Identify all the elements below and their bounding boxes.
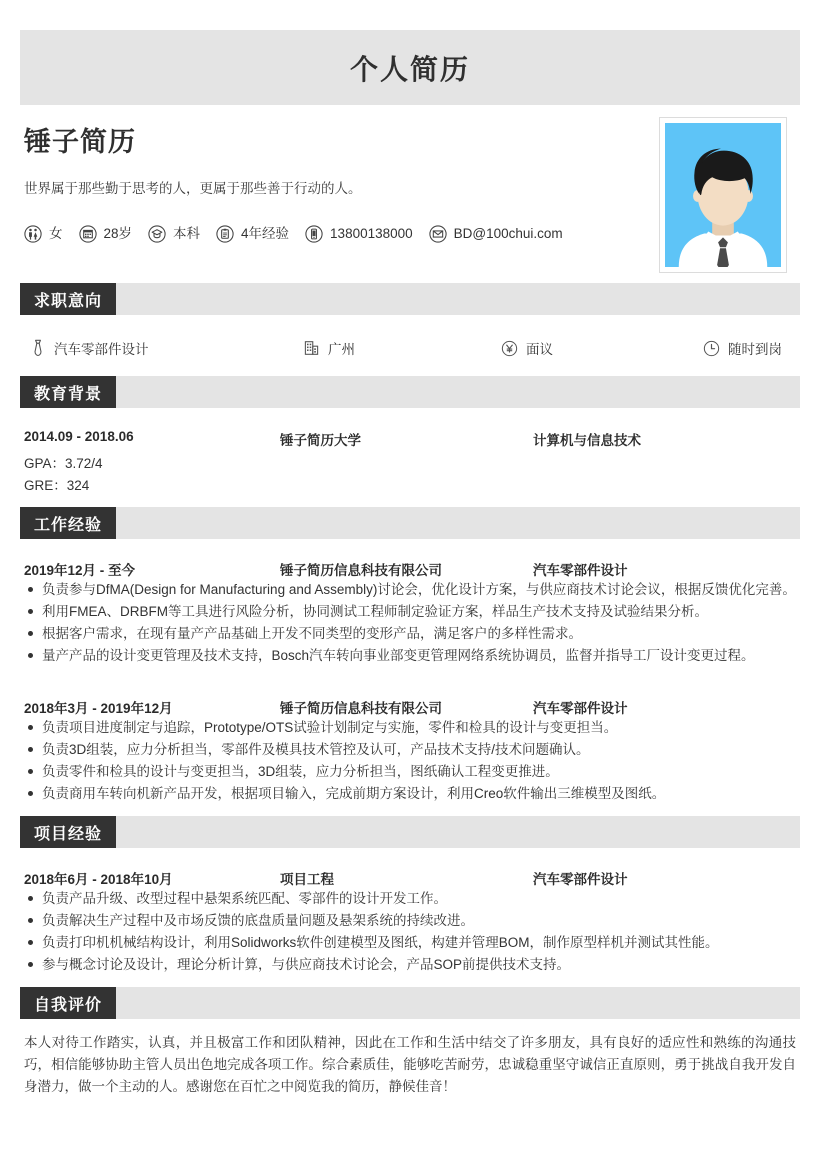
job-intention-row bbox=[0, 338, 820, 358]
job-intention-availability bbox=[703, 338, 782, 358]
fact-degree bbox=[148, 225, 200, 243]
candidate-facts bbox=[24, 225, 644, 243]
tie-icon bbox=[30, 339, 46, 357]
section-header-education bbox=[20, 376, 800, 408]
fact-phone bbox=[305, 225, 413, 243]
list-item: 根据客户需求，在现有量产产品基础上开发不同类型的变形产品，满足客户的多样性需求。 bbox=[24, 623, 796, 644]
list-item: 利用FMEA、DRBFM等工具进行风险分析，协同测试工程师制定验证方案，样品生产技术支持及试验结果分析。 bbox=[24, 601, 796, 622]
list-item: 负责项目进度制定与追踪，Prototype/OTS试验计划制定与实施，零件和检具的设计与变更担当。 bbox=[24, 717, 796, 738]
project-entry-1-bullets bbox=[24, 888, 796, 976]
clock-icon bbox=[703, 340, 720, 357]
education-school: 锤子简历大学 bbox=[280, 433, 361, 448]
clipboard-icon bbox=[216, 225, 234, 243]
section-header-work-experience bbox=[20, 507, 800, 539]
fact-gender bbox=[24, 225, 63, 243]
section-header-job-intention bbox=[20, 283, 800, 315]
job-intention-availability-value: 随时到岗 bbox=[728, 342, 782, 357]
list-item: 负责商用车转向机新产品开发，根据项目输入，完成前期方案设计，利用Creo软件输出三维模型及图纸。 bbox=[24, 783, 796, 804]
job-intention-salary bbox=[501, 338, 553, 358]
list-item: 负责解决生产过程中及市场反馈的底盘质量问题及悬架系统的持续改进。 bbox=[24, 910, 796, 931]
section-title-self-evaluation: 自我评价 bbox=[20, 987, 116, 1019]
work-entry-2-role: 汽车零部件设计 bbox=[533, 701, 628, 716]
work-entry-1-company: 锤子简历信息科技有限公司 bbox=[280, 563, 442, 578]
job-intention-position-value: 汽车零部件设计 bbox=[54, 342, 149, 357]
avatar-photo bbox=[665, 123, 781, 267]
job-intention-city bbox=[303, 338, 355, 358]
project-entry-1-role: 汽车零部件设计 bbox=[533, 872, 628, 887]
document-title-banner bbox=[20, 30, 800, 105]
job-intention-salary-value: 面议 bbox=[526, 342, 553, 357]
work-entry-1-bullets bbox=[24, 579, 796, 667]
section-title-project-experience: 项目经验 bbox=[20, 816, 116, 848]
list-item: 负责打印机机械结构设计，利用Solidworks软件创建模型及图纸，构建并管理BOM，制作原型样机并测试其性能。 bbox=[24, 932, 796, 953]
phone-icon bbox=[305, 225, 323, 243]
list-item: 负责零件和检具的设计与变更担当，3D组装，应力分析担当，图纸确认工程变更推进。 bbox=[24, 761, 796, 782]
section-title-work-experience: 工作经验 bbox=[20, 507, 116, 539]
work-entry-2-company: 锤子简历信息科技有限公司 bbox=[280, 701, 442, 716]
page-title: 个人简历 bbox=[349, 53, 470, 85]
fact-age-value: 28岁 bbox=[103, 225, 133, 241]
education-period: 2014.09 - 2018.06 bbox=[24, 429, 134, 444]
section-title-education: 教育背景 bbox=[20, 376, 116, 408]
work-entry-2-period: 2018年3月 - 2019年12月 bbox=[24, 701, 173, 716]
candidate-name: 锤子简历 bbox=[24, 127, 136, 157]
project-entry-1-period: 2018年6月 - 2018年10月 bbox=[24, 872, 173, 887]
job-intention-city-value: 广州 bbox=[328, 342, 355, 357]
education-detail-gpa: GPA：3.72/4 bbox=[24, 456, 103, 471]
section-header-project-experience bbox=[20, 816, 800, 848]
section-title-job-intention: 求职意向 bbox=[20, 283, 116, 315]
yen-icon bbox=[501, 340, 518, 357]
fact-email-value: BD@100chui.com bbox=[453, 225, 563, 241]
fact-experience bbox=[216, 225, 289, 243]
avatar bbox=[659, 117, 787, 273]
section-header-self-evaluation bbox=[20, 987, 800, 1019]
calendar-icon bbox=[79, 225, 97, 243]
fact-gender-value: 女 bbox=[49, 225, 63, 241]
job-intention-position bbox=[30, 338, 149, 358]
fact-degree-value: 本科 bbox=[173, 225, 201, 241]
email-icon bbox=[429, 225, 447, 243]
work-entry-1-role: 汽车零部件设计 bbox=[533, 563, 628, 578]
self-evaluation-text: 本人对待工作踏实，认真，并且极富工作和团队精神，因此在工作和生活中结交了许多朋友，具有良好的适应性和熟练的沟通技巧，相信能够协助主管人员出色地完成各项工作。综合素质佳，能够吃苦耐劳，忠诚稳重坚守诚信正直原则，勇于挑战自我开发自身潜力，做一个主动的人。感谢您在百忙之中阅览我的简历，静候佳音！ bbox=[24, 1035, 796, 1094]
education-major: 计算机与信息技术 bbox=[533, 433, 641, 448]
building-icon bbox=[303, 339, 320, 357]
identity-block bbox=[24, 128, 644, 243]
fact-experience-value: 4年经验 bbox=[241, 225, 290, 241]
list-item: 量产产品的设计变更管理及技术支持，Bosch汽车转向事业部变更管理网络系统协调员，监督并指导工厂设计变更过程。 bbox=[24, 645, 796, 666]
list-item: 负责3D组装，应力分析担当，零部件及模具技术管控及认可，产品技术支持/技术问题确认。 bbox=[24, 739, 796, 760]
gender-icon bbox=[24, 225, 42, 243]
work-entry-2-bullets bbox=[24, 717, 796, 805]
education-detail-gre: GRE：324 bbox=[24, 478, 90, 493]
fact-phone-value: 13800138000 bbox=[330, 225, 413, 241]
fact-age bbox=[79, 225, 133, 243]
list-item: 参与概念讨论及设计，理论分析计算，与供应商技术讨论会，产品SOP前提供技术支持。 bbox=[24, 954, 796, 975]
graduation-icon bbox=[148, 225, 166, 243]
work-entry-1-period: 2019年12月 - 至今 bbox=[24, 563, 136, 578]
fact-email bbox=[429, 225, 563, 243]
project-entry-1-name: 项目工程 bbox=[280, 872, 334, 887]
list-item: 负责产品升级、改型过程中悬架系统匹配、零部件的设计开发工作。 bbox=[24, 888, 796, 909]
list-item: 负责参与DfMA(Design for Manufacturing and Assembly)讨论会，优化设计方案，与供应商技术讨论会议，根据反馈优化完善。 bbox=[24, 579, 796, 600]
candidate-motto: 世界属于那些勤于思考的人，更属于那些善于行动的人。 bbox=[24, 180, 362, 196]
